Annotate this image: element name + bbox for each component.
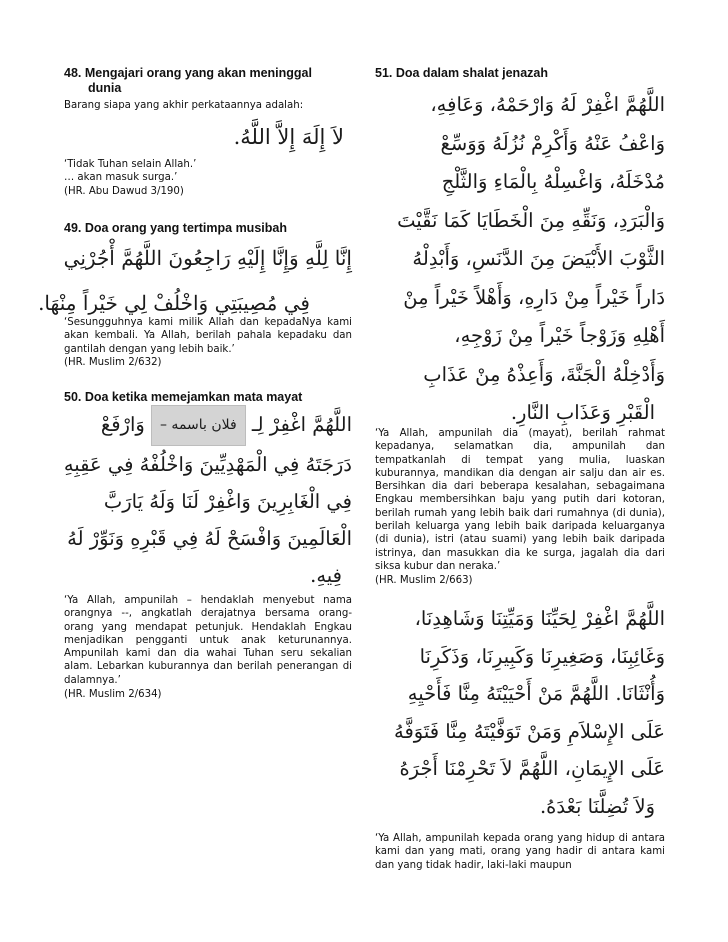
section-51-arabic-2-line-5: عَلَى الإِيمَانِ، اللَّهُمَّ لاَ تَحْرِمْنَا أَجْرَهُ [399,757,665,780]
section-51-arabic-1-line-3: مُدْخَلَهُ، وَاغْسِلْهُ بِالْمَاءِ وَالثَّلْجِ [441,170,665,193]
section-48-title [64,66,312,96]
section-49-translation: ‘Sesungguhnya kami milik Allah dan kepadaNya kami akan kembali. Ya Allah, berilah pahala kepadaku dan gantilah dengan yang lebih baik.’ [64,317,352,355]
section-51-translation-2: ‘Ya Allah, ampunilah kepada orang yang hidup di antara kami dan yang mati, orang yang hadir di antara kami dan yang tidak hadir, laki-laki maupun [375,833,665,871]
section-50-arabic-line-1b: وَارْفَعْ [100,413,145,436]
section-48-intro: Barang siapa yang akhir perkataannya adalah: [64,100,304,111]
section-51-translation-1: ‘Ya Allah, ampunilah dia (mayat), berilah rahmat kepadanya, selamatkan dia, ampunilah dan tempatkanlah di tempat yang mulia, luaskan kuburannya, mandikan dia dengan air salju dan air es. Bersihkan dia dari beberapa kesalahan, sebagaimana Engkau membersihkan baju yang putih dari kotoran, berilah rumah yang lebih baik dari rumahnya (di dunia), berilah keluarga yang lebih baik daripada keluarganya (di dunia), istri (atau suami) yang lebih baik daripada istrinya, dan masukkan dia ke surga, jagalah dia dari siksa kubur dan neraka.’ [375,428,665,572]
section-48-title-line2: dunia [88,81,122,95]
section-50-arabic-line-1a: اللَّهُمَّ اغْفِرْ لِـ [251,413,352,436]
section-51-arabic-2-line-6: وَلاَ تُضِلَّنَا بَعْدَهُ. [539,794,655,818]
section-49-arabic-line-2: فِي مُصِيبَتِي وَاخْلُفْ لِي خَيْراً مِنْهَا. [38,291,310,315]
section-51-arabic-2 [383,600,665,825]
section-51-arabic-1-line-7: أَهْلِهِ وَزَوْجاً خَيْراً مِنْ زَوْجِهِ، [454,324,665,347]
section-50-translation: ‘Ya Allah, ampunilah – hendaklah menyebut nama orangnya --, angkatlah derajatnya bersama orang-orang yang mendapat petunjuk. Hendaklah Engkau menjadikan pengganti untuk anak keturunannya. Ampunilah kami dan dia wahai Tuhan seru sekalian alam. Lebarkan kuburannya dan berilah penerangan di dalamnya.’ [64,595,352,686]
section-49-arabic-line-1: إِنَّا لِلَّهِ وَإِنَّا إِلَيْهِ رَاجِعُونَ اللَّهُمَّ أْجُرْنِي [63,246,352,270]
section-51-arabic-2-line-3: وَأُنْثَانَا. اللَّهُمَّ مَنْ أَحْيَيْتَهُ مِنَّا فَأَحْيِهِ [407,682,665,705]
name-placeholder-box: فلان باسمه – [151,405,246,446]
section-51-arabic-1-line-2: وَاعْفُ عَنْهُ وَأَكْرِمْ نُزُلَهُ وَوَسِّعْ [440,131,665,155]
section-50-arabic-line-2: دَرَجَتَهُ فِي الْمَهْدِيِّينَ وَاخْلُفْهُ فِي عَقِبِهِ [63,453,352,476]
section-51-arabic-2-line-4: عَلَى الإِسْلاَمِ وَمَنْ تَوَفَّيْتَهُ مِنَّا فَتَوَفَّهُ [393,719,665,743]
section-48-translation: ‘Tidak Tuhan selain Allah.’ … akan masuk surga.’ (HR. Abu Dawud 3/190) [64,159,197,197]
section-50-arabic [63,405,352,594]
section-51-arabic-1 [383,86,665,433]
section-48-title-line1: 48. Mengajari orang yang akan meninggal [64,66,312,80]
section-51-arabic-1-line-4: وَالْبَرَدِ، وَنَقِّهِ مِنَ الْخَطَايَا كَمَا نَقَّيْتَ [397,208,665,232]
section-49-arabic [38,236,352,326]
section-51-arabic-2-line-1: اللَّهُمَّ اغْفِرْ لِحَيِّنَا وَمَيِّتِنَا وَشَاهِدِنَا، [414,607,665,630]
section-51-arabic-1-line-5: الثَّوْبَ الأَبْيَضَ مِنَ الدَّنَسِ، وَأَبْدِلْهُ [412,247,665,270]
section-51-arabic-1-line-1: اللَّهُمَّ اغْفِرْ لَهُ وَارْحَمْهُ، وَعَافِهِ، [430,93,665,116]
section-50-arabic-line-1 [70,405,352,446]
section-49-source: (HR. Muslim 2/632) [64,357,162,368]
section-50-source: (HR. Muslim 2/634) [64,689,162,700]
section-50-arabic-line-3: فِي الْغَابِرِينَ وَاغْفِرْ لَنَا وَلَهُ يَارَبَّ [103,490,352,513]
section-51-source-1: (HR. Muslim 2/663) [375,575,473,586]
section-49-title: 49. Doa orang yang tertimpa musibah [64,221,287,235]
section-51-arabic-1-line-8: وَأَدْخِلْهُ الْجَنَّةَ، وَأَعِذْهُ مِنْ عَذَابِ [423,362,665,386]
section-50-arabic-line-4: الْعَالَمِينَ وَافْسَحْ لَهُ فِي قَبْرِهِ وَنَوِّرْ لَهُ [67,527,352,550]
section-48-arabic: لاَ إِلَهَ إِلاَّ اللَّهُ. [233,125,344,149]
section-51-title: 51. Doa dalam shalat jenazah [375,66,548,80]
section-50-arabic-line-5: فِيهِ. [310,564,342,587]
section-51-arabic-2-line-2: وَغَائِبِنَا، وَصَغِيرِنَا وَكَبِيرِنَا، وَذَكَرِنَا [419,644,665,668]
section-51-arabic-1-line-9: الْقَبْرِ وَعَذَابِ النَّارِ. [510,401,655,424]
section-50-title: 50. Doa ketika memejamkan mata mayat [64,390,303,404]
section-51-arabic-1-line-6: دَاراً خَيْراً مِنْ دَارِهِ، وَأَهْلاً خَيْراً مِنْ [403,285,665,309]
